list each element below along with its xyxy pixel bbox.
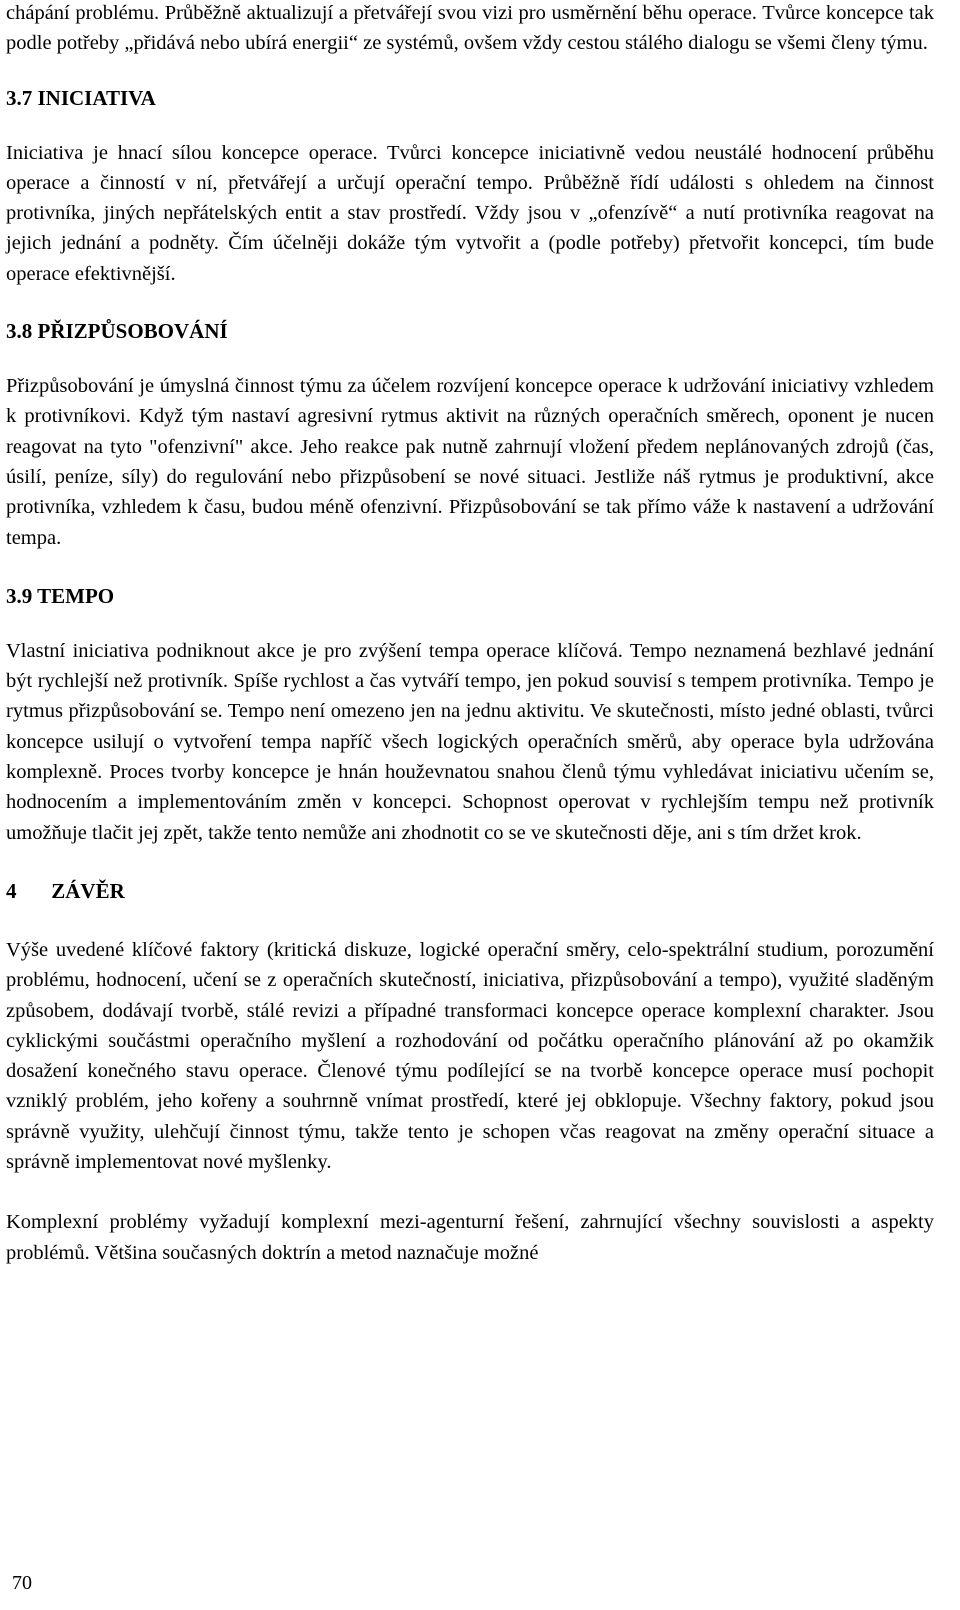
section-number: 4 <box>6 878 17 903</box>
section-paragraph: Vlastní iniciativa podniknout akce je pro zvýšení tempa operace klíčová. Tempo neznamená bezhlavé jednání být rychlejší než protivník. Spíše rychlost a čas vytváří tempo, jen pokud souvisí s tempem protivníka. Tempo je rytmus přizpůsobování se. Tempo není omezeno jen na jednu aktivitu. Ve skutečnosti, místo jedné oblasti, tvůrci koncepce usilují o vytvoření tempa napříč všech logických operačních směrů, aby operace byla udržována komplexně. Proces tvorby koncepce je hnán houževnatou snahou členů týmu vyhledávat iniciativu učením se, hodnocením a implementováním změn v koncepci. Schopnost operovat v rychlejším tempu než protivník umožňuje tlačit jej zpět, takže tento nemůže ani zhodnotit co se ve skutečnosti děje, ani s tím držet krok. <box>6 639 934 844</box>
section-number: 3.7 <box>6 85 33 110</box>
section-title: PŘIZPŮSOBOVÁNÍ <box>37 319 228 344</box>
section-paragraph: Výše uvedené klíčové faktory (kritická diskuze, logické operační směry, celo-spektrální studium, porozumění problému, hodnocení, učení se z operačních skutečností, iniciativa, přizpůsobování a tempo), využité sladěným způsobem, dodávají tvorbě, stálé revizi a případné transformaci koncepce operace komplexní charakter. Jsou cyklickými součástmi operačního myšlení a rozhodování od počátku operačního plánování až po okamžik dosažení konečného stavu operace. Členové týmu podílející se na tvorbě koncepce operace musí pochopit vzniklý problém, jeho kořeny a souhrnně vnímat prostředí, které jej obklopuje. Všechny faktory, pokud jsou správně využity, ulehčují činnost týmu, takže tento je schopen včas reagovat na změny operační situace a správně implementovat nové myšlenky. <box>6 938 934 1174</box>
section-heading-3-8 <box>6 316 934 346</box>
section-number: 3.9 <box>6 583 33 608</box>
intro-paragraph: chápání problému. Průběžně aktualizují a přetvářejí svou vizi pro usměrnění běhu operace. Tvůrce koncepce tak podle potřeby „přidává nebo ubírá energii“ ze systémů, ovšem vždy cestou stálého dialogu se všemi členy týmu. <box>6 2 934 55</box>
page-number: 70 <box>12 1572 32 1594</box>
section-heading-3-9 <box>6 581 934 611</box>
section-paragraph: Komplexní problémy vyžadují komplexní mezi-agenturní řešení, zahrnující všechny souvislosti a aspekty problémů. Většina současných doktrín a metod naznačuje možné <box>6 1211 934 1264</box>
document-page <box>6 0 934 1610</box>
section-number: 3.8 <box>6 319 33 344</box>
section-paragraph: Přizpůsobování je úmyslná činnost týmu za účelem rozvíjení koncepce operace k udržování iniciativy vzhledem k protivníkovi. Když tým nastaví agresivní rytmus aktivit na různých operačních směrech, oponent je nucen reagovat na tyto "ofenzivní" akce. Jeho reakce pak nutně zahrnují vložení předem neplánovaných zdrojů (čas, úsilí, peníze, síly) do regulování nebo přizpůsobení se nové situaci. Jestliže náš rytmus je produktivní, akce protivníka, vzhledem k času, budou méně ofenzivní. Přizpůsobování se tak přímo váže k nastavení a udržování tempa. <box>6 375 934 549</box>
section-title: INICIATIVA <box>37 85 156 110</box>
section-title: ZÁVĚR <box>51 878 125 903</box>
section-paragraph: Iniciativa je hnací sílou koncepce operace. Tvůrci koncepce iniciativně vedou neustálé hodnocení průběhu operace a činností v ní, přetvářejí a určují operační tempo. Průběžně řídí události s ohledem na činnost protivníka, jiných nepřátelských entit a stav prostředí. Vždy jsou v „ofenzívě“ a nutí protivníka reagovat na jejich jednání a podněty. Čím účelněji dokáže tým vytvořit a (podle potřeby) přetvořit koncepci, tím bude operace efektivnější. <box>6 141 934 285</box>
section-heading-3-7 <box>6 83 934 113</box>
section-heading-4 <box>6 876 934 906</box>
section-title: TEMPO <box>37 583 115 608</box>
